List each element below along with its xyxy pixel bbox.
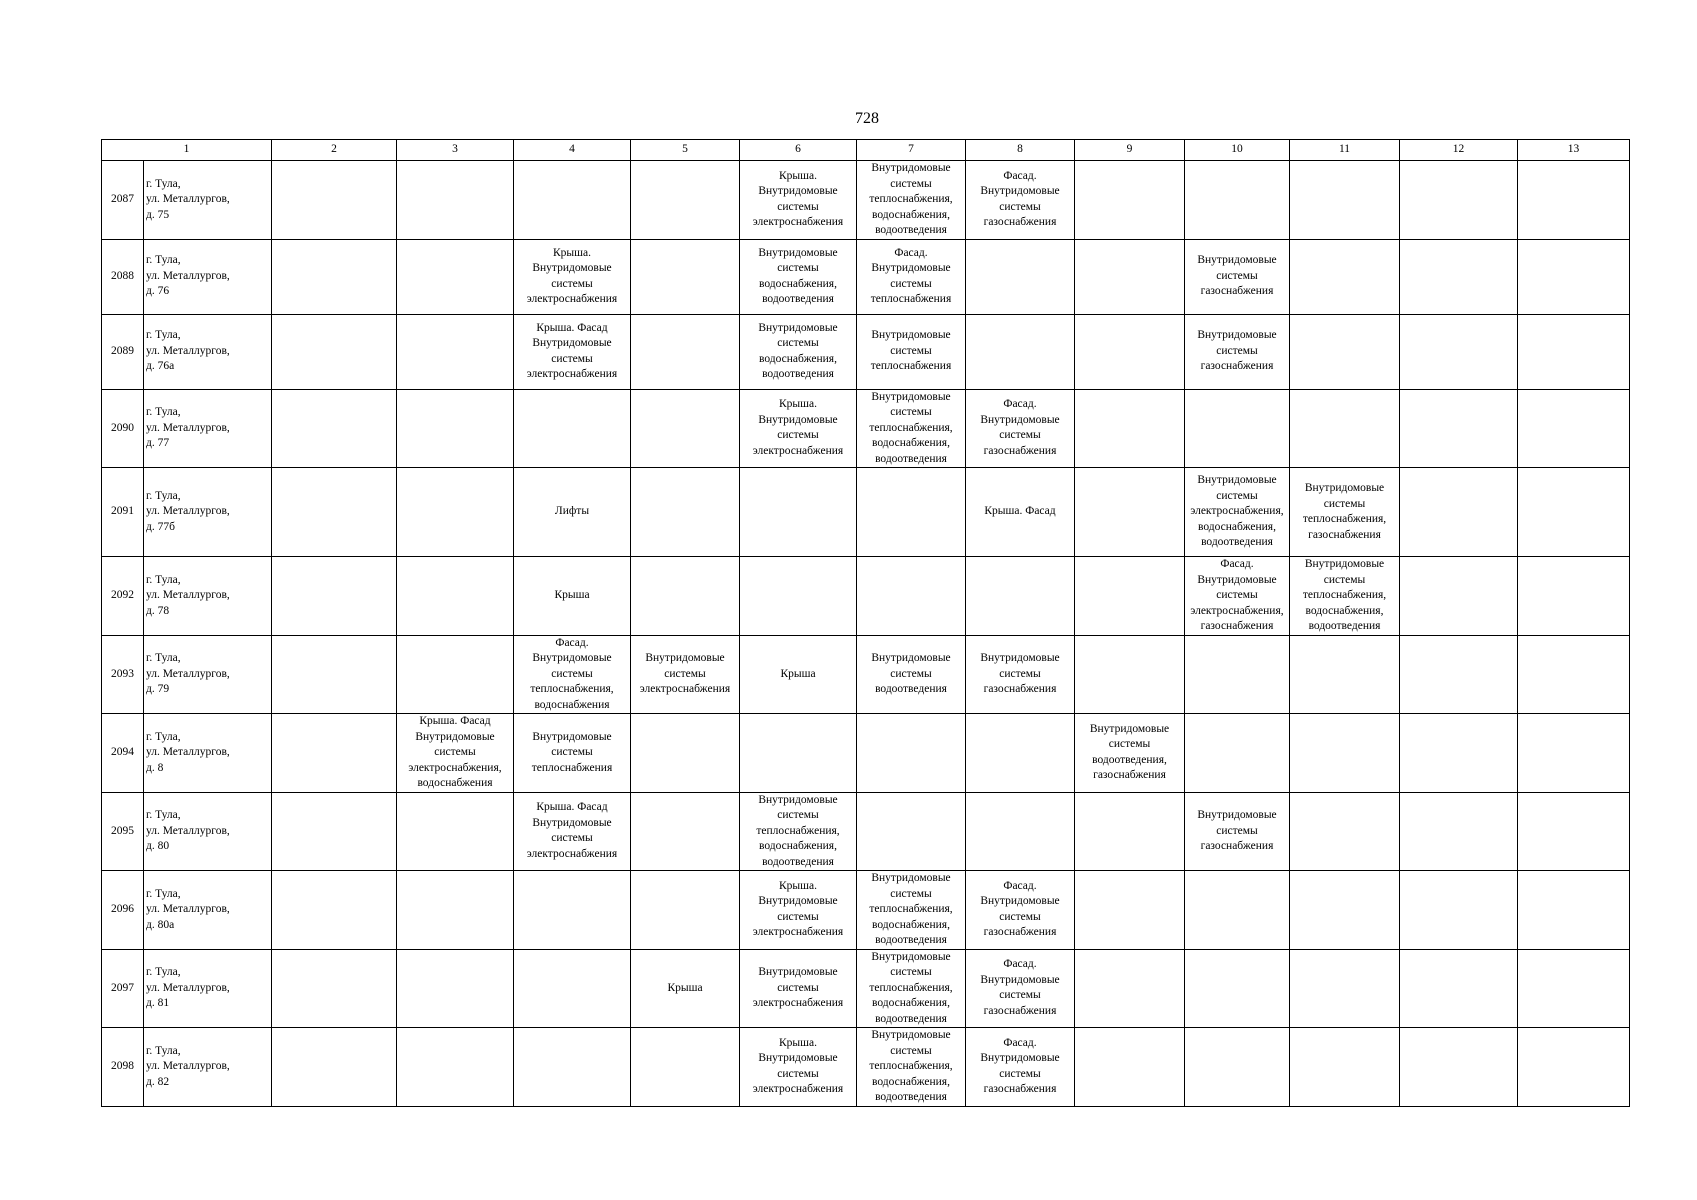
table-cell [631, 161, 740, 240]
address-cell [144, 389, 272, 468]
table-cell [272, 468, 397, 557]
table-cell [1075, 468, 1185, 557]
address-cell [144, 239, 272, 314]
table-cell [1518, 468, 1630, 557]
table-cell [857, 314, 966, 389]
table-cell [966, 635, 1075, 714]
table-cell [514, 1028, 631, 1107]
table-cell [272, 949, 397, 1028]
address-line: г. Тула, [146, 730, 181, 743]
address-line: г. Тула, [146, 1044, 181, 1057]
address-line: ул. Металлургов, [146, 903, 230, 915]
cell-text: Фасад. Внутридомовые системы газоснабжения [980, 398, 1060, 457]
table-cell [631, 1028, 740, 1107]
address-line: ул. Металлургов, [146, 667, 230, 680]
cell-text: Внутридомовые системы теплоснабжения [870, 329, 952, 373]
row-number: 2093 [102, 635, 144, 714]
table-cell [272, 871, 397, 950]
table-cell [397, 239, 514, 314]
table-cell [1518, 792, 1630, 871]
table-cell [857, 949, 966, 1028]
table-cell [1290, 949, 1400, 1028]
table-cell [514, 792, 631, 871]
address-cell [144, 871, 272, 950]
table-cell [966, 714, 1075, 793]
table-cell [272, 389, 397, 468]
table-cell [966, 389, 1075, 468]
table-row [102, 792, 1630, 871]
table-cell [966, 468, 1075, 557]
row-number: 2095 [102, 792, 144, 871]
table-cell [1518, 239, 1630, 314]
table-cell [631, 871, 740, 950]
table-cell [631, 635, 740, 714]
table-cell [966, 792, 1075, 871]
cell-text: Внутридомовые системы водоотведения, газоснабжения [1089, 722, 1170, 782]
cell-text: Внутридомовые системы электроснабжения [752, 966, 844, 1009]
address-line: д. 79 [146, 683, 170, 695]
table-cell [857, 1028, 966, 1107]
cell-text: Внутридомовые системы газоснабжения [1197, 809, 1277, 852]
table-cell [1518, 389, 1630, 468]
table-cell [1185, 871, 1290, 950]
address-line: д. 77 [146, 437, 170, 449]
table-cell [966, 239, 1075, 314]
table-cell [631, 557, 740, 636]
address-line: ул. Металлургов, [146, 1060, 230, 1072]
row-number: 2090 [102, 389, 144, 468]
address-line: ул. Металлургов, [146, 746, 230, 758]
table-cell [272, 1028, 397, 1107]
table-cell [740, 389, 857, 468]
table-cell [514, 161, 631, 240]
table-cell [966, 314, 1075, 389]
page-number: 728 [855, 110, 879, 127]
table-cell [631, 949, 740, 1028]
table-cell [631, 468, 740, 557]
table-cell [1400, 314, 1518, 389]
table-cell [1290, 557, 1400, 636]
address-cell [144, 949, 272, 1028]
row-number: 2089 [102, 314, 144, 389]
table-row [102, 871, 1630, 950]
column-header: 7 [857, 140, 966, 161]
schedule-table [101, 139, 1630, 1107]
cell-text: Крыша. Внутридомовые системы электроснабжения [752, 398, 844, 457]
table-cell [1400, 714, 1518, 793]
cell-text: Внутридомовые системы газоснабжения [1197, 329, 1277, 373]
table-cell [966, 1028, 1075, 1107]
column-header: 1 [102, 140, 272, 161]
cell-text: Внутридомовые системы теплоснабжения, водоснабжения, водоотведения [869, 390, 953, 465]
table-cell [1075, 714, 1185, 793]
cell-text: Крыша. Внутридомовые системы электроснабжения [526, 246, 618, 305]
table-cell [272, 161, 397, 240]
cell-text: Фасад. Внутридомовые системы газоснабжения [980, 958, 1060, 1017]
table-cell [857, 714, 966, 793]
row-number: 2096 [102, 871, 144, 950]
address-line: ул. Металлургов, [146, 981, 230, 994]
table-cell [1290, 468, 1400, 557]
table-cell [966, 949, 1075, 1028]
column-header: 9 [1075, 140, 1185, 161]
address-cell [144, 792, 272, 871]
address-line: д. 80 [146, 840, 170, 852]
cell-text: Внутридомовые системы газоснабжения [980, 652, 1060, 695]
address-line: ул. Металлургов, [146, 589, 230, 601]
cell-text: Внутридомовые системы теплоснабжения [531, 730, 613, 774]
table-cell [857, 557, 966, 636]
address-cell [144, 635, 272, 714]
cell-text: Крыша [554, 589, 590, 601]
row-number: 2098 [102, 1028, 144, 1107]
table-cell [740, 557, 857, 636]
cell-text: Внутридомовые системы газоснабжения [1197, 254, 1277, 298]
cell-text: Внутридомовые системы теплоснабжения, водоснабжения, водоотведения [869, 1029, 953, 1103]
address-line: д. 76а [146, 360, 175, 373]
address-line: д. 8 [146, 761, 164, 774]
column-header: 10 [1185, 140, 1290, 161]
address-line: д. 77б [146, 520, 175, 533]
table-cell [1290, 792, 1400, 871]
row-number: 2092 [102, 557, 144, 636]
table-cell [1185, 949, 1290, 1028]
table-cell [1075, 557, 1185, 636]
address-cell [144, 468, 272, 557]
column-header: 3 [397, 140, 514, 161]
cell-text: Внутридомовые системы водоснабжения, водоотведения [758, 246, 838, 305]
table-row [102, 557, 1630, 636]
table-cell [1518, 314, 1630, 389]
table-cell [1518, 557, 1630, 636]
table-cell [1185, 714, 1290, 793]
address-line: д. 78 [146, 604, 170, 617]
table-body [102, 140, 1630, 1107]
table-cell [1185, 239, 1290, 314]
table-cell [397, 714, 514, 793]
cell-text: Внутридомовые системы водоотведения [871, 652, 951, 695]
cell-text: Крыша. Фасад [984, 505, 1056, 518]
table-cell [1400, 792, 1518, 871]
table-cell [1075, 1028, 1185, 1107]
cell-text: Внутридомовые системы теплоснабжения, водоснабжения, водоотведения [869, 872, 953, 946]
address-line: д. 81 [146, 997, 170, 1009]
cell-text: Внутридомовые системы теплоснабжения, газоснабжения [1302, 482, 1387, 541]
row-number: 2097 [102, 949, 144, 1028]
table-cell [1290, 1028, 1400, 1107]
address-line: ул. Металлургов, [146, 269, 230, 282]
table-row [102, 468, 1630, 557]
table-cell [857, 871, 966, 950]
column-header: 4 [514, 140, 631, 161]
table-cell [272, 557, 397, 636]
table-cell [966, 871, 1075, 950]
table-cell [1400, 949, 1518, 1028]
table-cell [631, 714, 740, 793]
address-line: г. Тула, [146, 406, 181, 418]
table-cell [1185, 1028, 1290, 1107]
row-number: 2087 [102, 161, 144, 240]
table-cell [514, 557, 631, 636]
column-header: 11 [1290, 140, 1400, 161]
table-cell [397, 949, 514, 1028]
table-cell [1290, 314, 1400, 389]
address-line: ул. Металлургов, [146, 421, 230, 434]
table-cell [1400, 557, 1518, 636]
cell-text: Фасад. Внутридомовые системы газоснабжения [980, 169, 1060, 229]
table-cell [631, 389, 740, 468]
table-cell [514, 635, 631, 714]
cell-text: Фасад. Внутридомовые системы теплоснабжения [870, 246, 952, 305]
table-cell [740, 1028, 857, 1107]
table-cell [857, 389, 966, 468]
table-cell [1290, 714, 1400, 793]
header-row [102, 140, 1630, 161]
cell-text: Внутридомовые системы теплоснабжения, водоснабжения, водоотведения [869, 162, 953, 236]
table-row [102, 314, 1630, 389]
cell-text: Фасад. Внутридомовые системы теплоснабжения, водоснабжения [530, 636, 614, 711]
table-cell [1075, 389, 1185, 468]
table-cell [1518, 871, 1630, 950]
table-cell [1400, 635, 1518, 714]
table-cell [1075, 792, 1185, 871]
table-cell [1185, 557, 1290, 636]
table-cell [1290, 389, 1400, 468]
table-cell [966, 161, 1075, 240]
cell-text: Крыша. Фасад Внутридомовые системы электроснабжения [526, 801, 618, 860]
table-cell [857, 792, 966, 871]
address-cell [144, 161, 272, 240]
address-line: д. 76 [146, 285, 170, 298]
cell-text: Внутридомовые системы электроснабжения, водоснабжения, водоотведения [1190, 474, 1284, 549]
table-cell [740, 314, 857, 389]
table-cell [857, 161, 966, 240]
table-cell [1185, 161, 1290, 240]
table-cell [1400, 468, 1518, 557]
table-cell [1185, 389, 1290, 468]
table-cell [397, 792, 514, 871]
table-cell [397, 314, 514, 389]
table-cell [397, 161, 514, 240]
cell-text: Лифты [554, 505, 590, 518]
address-line: г. Тула, [146, 489, 181, 502]
table-cell [740, 161, 857, 240]
table-row [102, 949, 1630, 1028]
table-cell [857, 635, 966, 714]
table-cell [514, 949, 631, 1028]
table-row [102, 389, 1630, 468]
table-cell [514, 714, 631, 793]
address-line: г. Тула, [146, 809, 181, 821]
table-cell [1400, 389, 1518, 468]
table-cell [272, 792, 397, 871]
table-cell [1185, 314, 1290, 389]
address-line: г. Тула, [146, 573, 181, 586]
table-cell [1518, 161, 1630, 240]
table-cell [397, 557, 514, 636]
table-cell [1400, 871, 1518, 950]
address-line: д. 82 [146, 1075, 170, 1088]
table-cell [631, 314, 740, 389]
table-cell [272, 314, 397, 389]
table-cell [1518, 1028, 1630, 1107]
table-cell [631, 792, 740, 871]
table-cell [857, 468, 966, 557]
table-cell [740, 239, 857, 314]
cell-text: Внутридомовые системы водоснабжения, водоотведения [758, 321, 838, 380]
address-line: ул. Металлургов, [146, 344, 230, 357]
table-cell [397, 871, 514, 950]
address-line: ул. Металлургов, [146, 193, 230, 205]
cell-text: Крыша. Фасад Внутридомовые системы электроснабжения, водоснабжения [408, 715, 502, 789]
table-cell [1400, 239, 1518, 314]
table-cell [631, 239, 740, 314]
table-row [102, 161, 1630, 240]
cell-text: Внутридомовые системы электроснабжения [639, 652, 731, 695]
address-cell [144, 557, 272, 636]
cell-text: Фасад. Внутридомовые системы газоснабжения [980, 1036, 1060, 1096]
table-cell [397, 389, 514, 468]
table-cell [272, 635, 397, 714]
cell-text: Внутридомовые системы теплоснабжения, водоснабжения, водоотведения [1302, 558, 1387, 632]
table-cell [740, 714, 857, 793]
table-cell [1290, 871, 1400, 950]
cell-text: Крыша [780, 667, 816, 680]
table-cell [740, 468, 857, 557]
address-line: г. Тула, [146, 652, 181, 664]
column-header: 2 [272, 140, 397, 161]
row-number: 2094 [102, 714, 144, 793]
table-cell [397, 468, 514, 557]
table-cell [740, 871, 857, 950]
table-cell [514, 389, 631, 468]
table-cell [397, 635, 514, 714]
table-cell [740, 949, 857, 1028]
table-cell [514, 314, 631, 389]
table-cell [514, 468, 631, 557]
column-header: 5 [631, 140, 740, 161]
table-row [102, 635, 1630, 714]
table-cell [1075, 871, 1185, 950]
table-row [102, 714, 1630, 793]
table-cell [1075, 635, 1185, 714]
table-cell [1290, 635, 1400, 714]
address-cell [144, 714, 272, 793]
cell-text: Крыша [667, 981, 703, 994]
table-cell [1400, 1028, 1518, 1107]
cell-text: Крыша. Внутридомовые системы электроснабжения [752, 169, 844, 229]
table-cell [514, 871, 631, 950]
table-cell [514, 239, 631, 314]
column-header: 13 [1518, 140, 1630, 161]
table-cell [1518, 635, 1630, 714]
table-cell [740, 792, 857, 871]
cell-text: Фасад. Внутридомовые системы электроснабжения, газоснабжения [1190, 558, 1284, 632]
table-row [102, 1028, 1630, 1107]
table-cell [1185, 635, 1290, 714]
table-row [102, 239, 1630, 314]
table-cell [1518, 714, 1630, 793]
table-cell [1075, 314, 1185, 389]
table-cell [1400, 161, 1518, 240]
table-cell [1518, 949, 1630, 1028]
column-header: 12 [1400, 140, 1518, 161]
table-cell [1290, 239, 1400, 314]
cell-text: Фасад. Внутридомовые системы газоснабжения [980, 879, 1060, 939]
address-line: г. Тула, [146, 887, 181, 900]
cell-text: Внутридомовые системы теплоснабжения, водоснабжения, водоотведения [869, 950, 953, 1025]
row-number: 2091 [102, 468, 144, 557]
table-cell [272, 239, 397, 314]
table-cell [1075, 239, 1185, 314]
address-line: ул. Металлургов, [146, 505, 230, 518]
table-cell [1075, 161, 1185, 240]
address-line: ул. Металлургов, [146, 824, 230, 837]
column-header: 6 [740, 140, 857, 161]
table-cell [740, 635, 857, 714]
address-cell [144, 314, 272, 389]
column-header: 8 [966, 140, 1075, 161]
row-number: 2088 [102, 239, 144, 314]
address-line: г. Тула, [146, 329, 181, 342]
cell-text: Крыша. Внутридомовые системы электроснабжения [752, 1036, 844, 1096]
address-line: г. Тула, [146, 966, 181, 978]
cell-text: Крыша. Фасад Внутридомовые системы электроснабжения [526, 321, 618, 380]
table-cell [1290, 161, 1400, 240]
table-cell [1185, 468, 1290, 557]
address-line: г. Тула, [146, 177, 181, 190]
table-cell [857, 239, 966, 314]
cell-text: Крыша. Внутридомовые системы электроснабжения [752, 879, 844, 939]
address-line: г. Тула, [146, 254, 181, 267]
address-cell [144, 1028, 272, 1107]
table-cell [966, 557, 1075, 636]
table-cell [397, 1028, 514, 1107]
table-cell [1185, 792, 1290, 871]
address-line: д. 80а [146, 918, 175, 931]
address-line: д. 75 [146, 208, 170, 221]
table-cell [1075, 949, 1185, 1028]
cell-text: Внутридомовые системы теплоснабжения, водоснабжения, водоотведения [756, 793, 840, 868]
table-cell [272, 714, 397, 793]
